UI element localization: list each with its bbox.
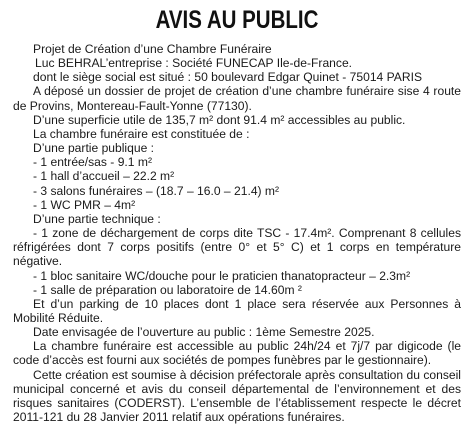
list-item-sanitary-block: - 1 bloc sanitaire WC/douche pour le praticien thanatopracteur – 2.3m² xyxy=(33,268,411,283)
notice-paragraph-public-part: D’une partie publique : xyxy=(33,141,155,156)
notice-paragraph-opening-date: Date envisagée de l’ouverture au public : 1ème Semestre 2025. xyxy=(33,325,375,340)
notice-paragraph-project: Projet de Création d’une Chambre Funéraire xyxy=(33,42,272,56)
notice-paragraph-company: Luc BEHRAL’entreprise : Société FUNECAP Ile-de-France. xyxy=(35,56,353,71)
list-item-wc: - 1 WC PMR – 4m² xyxy=(33,197,136,212)
list-item-salons: - 3 salons funéraires – (18.7 – 16.0 – 21.4) m² xyxy=(33,183,280,198)
list-item-hall: - 1 hall d’accueil – 22.2 m² xyxy=(33,169,175,184)
notice-body xyxy=(13,42,461,424)
notice-paragraph-filing: A déposé un dossier de projet de création d’une chambre funéraire sise 4 route de Provins, Montereau-Fault-Yonne (77130). xyxy=(13,84,461,113)
notice-paragraph-regulation: Cette création est soumise à décision préfectorale après consultation du conseil municipal concerné et avis du conseil départemental de l’environnement et des risques sanitaires (CODERST). L’ensemble de l’établissement respecte le décret 2011-121 du 28 Janvier 2011 relatif aux opérations funéraires. xyxy=(13,367,461,425)
notice-paragraph-surface: D’une superficie utile de 135,7 m² dont 91.4 m² accessibles au public. xyxy=(33,112,406,127)
list-item-preparation-room: - 1 salle de préparation ou laboratoire de 14.60m ² xyxy=(33,282,302,297)
notice-paragraph-access: La chambre funéraire est accessible au public 24h/24 et 7j/7 par digicode (le code d’accès est fourni aux sociétés de pompes funèbres par le gestionnaire). xyxy=(13,339,461,368)
notice-paragraph-technical-part: D’une partie technique : xyxy=(33,211,161,226)
list-item-entrance: - 1 entrée/sas - 9.1 m² xyxy=(33,155,152,170)
notice-paragraph-composition: La chambre funéraire est constituée de : xyxy=(33,126,250,141)
notice-title: AVIS AU PUBLIC xyxy=(155,6,319,34)
notice-paragraph-headquarters: dont le siège social est situé : 50 boulevard Edgar Quinet - 75014 PARIS xyxy=(33,70,423,85)
notice-paragraph-parking: Et d’un parking de 10 places dont 1 place sera réservée aux Personnes à Mobilité Réduite. xyxy=(13,296,461,325)
list-item-unloading-zone: - 1 zone de déchargement de corps dite TSC - 17.4m². Comprenant 8 cellules réfrigérées dont 7 corps positifs (entre 0° et 5° C) et 1 corps en température négative. xyxy=(13,226,461,269)
